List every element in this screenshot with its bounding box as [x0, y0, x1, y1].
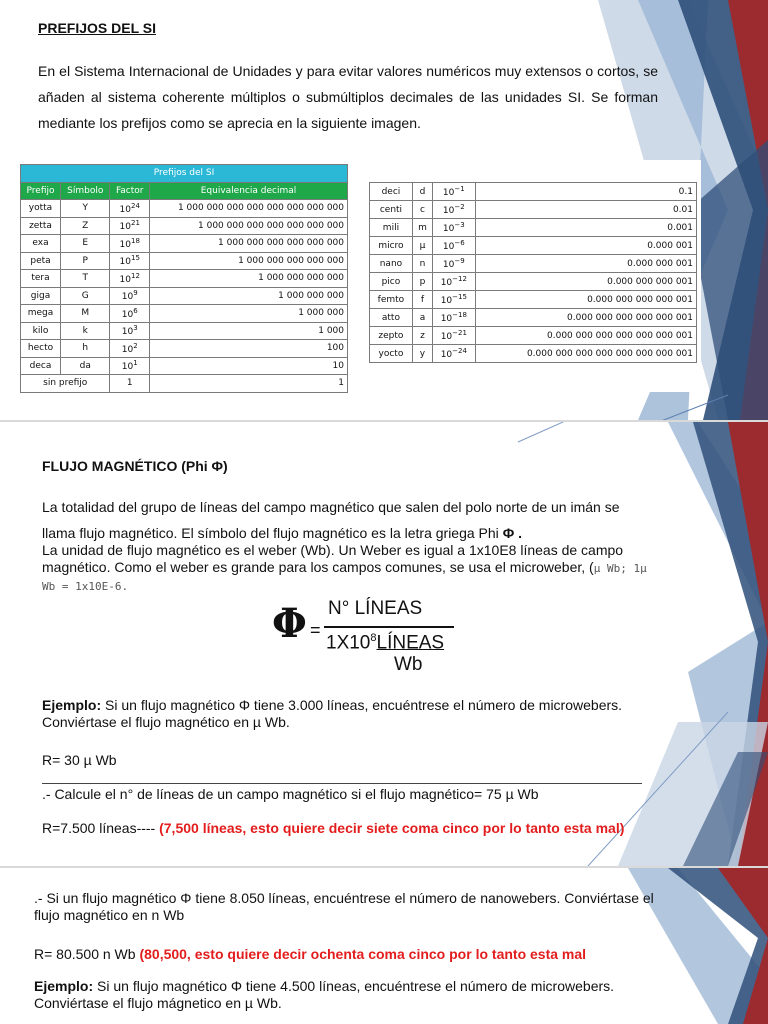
factor-cell — [110, 252, 150, 270]
factor-base: 10 — [119, 239, 131, 250]
prefix-cell: micro — [370, 237, 413, 255]
answer-2 — [42, 818, 624, 838]
prefix-cell: femto — [370, 291, 413, 309]
symbol-cell: E — [61, 235, 110, 253]
factor-cell — [110, 287, 150, 305]
table-row — [21, 287, 348, 305]
factor-base: 10 — [119, 274, 131, 285]
factor-cell — [110, 270, 150, 288]
prefix-cell: pico — [370, 273, 413, 291]
factor-cell — [433, 273, 476, 291]
slide-exercises — [0, 868, 768, 1024]
factor-exponent: −21 — [452, 329, 467, 337]
prefix-cell: yotta — [21, 200, 61, 218]
decimal-cell: 0.000 000 000 000 001 — [475, 291, 696, 309]
factor-exponent: 12 — [130, 271, 140, 280]
factor-cell — [433, 219, 476, 237]
factor-cell — [433, 345, 476, 363]
factor-base: 10 — [119, 222, 131, 233]
decimal-cell: 1 000 000 000 — [149, 287, 347, 305]
symbol-cell: p — [412, 273, 432, 291]
formula-numerator: N° LÍNEAS — [328, 598, 423, 619]
equals-sign: = — [310, 620, 321, 640]
factor-base: 10 — [119, 204, 131, 215]
decimal-cell: 0.000 000 000 001 — [475, 273, 696, 291]
factor-base: 10 — [121, 309, 134, 320]
section-title: PREFIJOS DEL SI — [38, 20, 156, 36]
symbol-cell: n — [412, 255, 432, 273]
decimal-cell: 1 000 — [149, 322, 347, 340]
table-row — [21, 217, 348, 235]
factor-exponent: 15 — [130, 254, 140, 263]
decimal-cell: 0.000 000 000 000 000 000 001 — [475, 327, 696, 345]
weber-text: La unidad de flujo magnético es el weber (Wb). Un Weber es igual a 1x10E8 líneas de campo magnético. Como el weber es grande para los campos comunes, se usa el microweber, ( — [42, 542, 624, 575]
factor-exponent: −6 — [454, 239, 465, 247]
symbol-cell: m — [412, 219, 432, 237]
factor-exponent: 21 — [130, 219, 140, 228]
factor-exponent: 6 — [133, 306, 138, 315]
answer-text: R=7.500 líneas---- — [42, 820, 160, 836]
prefix-cell: exa — [21, 235, 61, 253]
den-exponent: 8 — [370, 632, 377, 644]
factor-exponent: 24 — [130, 201, 140, 210]
table-row — [370, 219, 697, 237]
phi-symbol: Φ — [272, 600, 307, 647]
slide-magnetic-flux — [0, 422, 768, 866]
symbol-cell: P — [61, 252, 110, 270]
den-prefix: 1X10 — [326, 632, 371, 654]
prefix-cell: nano — [370, 255, 413, 273]
table-row — [370, 237, 697, 255]
decimal-cell: 10 — [149, 357, 347, 375]
table-row — [370, 255, 697, 273]
factor-cell — [110, 235, 150, 253]
section-title: FLUJO MAGNÉTICO (Phi Φ) — [42, 458, 228, 474]
prefix-cell: kilo — [21, 322, 61, 340]
factor-exponent: 18 — [130, 236, 140, 245]
symbol-cell: a — [412, 309, 432, 327]
factor-exponent: 9 — [133, 289, 138, 298]
prefix-cell: mega — [21, 305, 61, 323]
example-1 — [42, 697, 652, 731]
symbol-cell: da — [61, 357, 110, 375]
factor-cell — [110, 357, 150, 375]
prefix-cell: giga — [21, 287, 61, 305]
factor-cell — [110, 200, 150, 218]
factor-cell — [110, 305, 150, 323]
flux-definition — [42, 494, 652, 546]
column-header: Factor — [110, 182, 150, 200]
definition-text: La totalidad del grupo de líneas del campo magnético que salen del polo norte de un imán se llama flujo magnético. El símbolo del flujo magnético es la letra griega Phi — [42, 499, 620, 541]
prefix-submultiples-panel — [365, 160, 701, 392]
factor-base: 10 — [440, 350, 453, 360]
prefix-cell: tera — [21, 270, 61, 288]
example-text: Si un flujo magnético Φ tiene 3.000 líneas, encuéntrese el número de microwebers. Conviértase el flujo magnético en µ Wb. — [42, 697, 623, 730]
factor-base: 10 — [119, 257, 131, 268]
symbol-cell: y — [412, 345, 432, 363]
prefix-cell: centi — [370, 201, 413, 219]
decimal-cell: 1 000 000 000 000 — [149, 270, 347, 288]
answer-3 — [34, 944, 586, 964]
table-row — [370, 327, 697, 345]
factor-cell — [110, 217, 150, 235]
factor-cell — [433, 309, 476, 327]
correction-note: (7,500 líneas, esto quiere decir siete coma cinco por lo tanto esta mal) — [159, 820, 625, 836]
prefix-multiples-table — [20, 164, 348, 393]
table-row — [21, 235, 348, 253]
symbol-cell: f — [412, 291, 432, 309]
example-text: Si un flujo magnético Φ tiene 4.500 líneas, encuéntrese el número de microwebers. Conviértase el flujo mágnetico en µ Wb. — [34, 978, 615, 1011]
table-row — [370, 273, 697, 291]
factor-cell — [433, 237, 476, 255]
factor-base: 10 — [440, 332, 453, 342]
den-unit: LÍNEAS — [376, 632, 445, 654]
factor-exponent: −15 — [452, 293, 467, 301]
example-label: Ejemplo: — [42, 697, 102, 713]
table-row — [370, 183, 697, 201]
prefix-cell: deca — [21, 357, 61, 375]
table-row — [21, 270, 348, 288]
factor-cell — [110, 322, 150, 340]
factor-base: 10 — [121, 327, 134, 338]
decimal-cell: 0.1 — [475, 183, 696, 201]
decimal-cell: 1 000 000 — [149, 305, 347, 323]
question-3: .- Si un flujo magnético Φ tiene 8.050 líneas, encuéntrese el número de nanowebers. Conviértase el flujo magnético en n Wb — [34, 890, 654, 923]
factor-base: 10 — [440, 278, 453, 288]
column-header: Equivalencia decimal — [149, 182, 347, 200]
factor-exponent: −2 — [454, 203, 465, 211]
factor-cell — [433, 255, 476, 273]
question-2: .- Calcule el n° de líneas de un campo magnético si el flujo magnético= 75 µ Wb — [42, 786, 539, 802]
prefix-cell: zepto — [370, 327, 413, 345]
factor-exponent: −1 — [454, 185, 465, 193]
phi-symbol: Φ . — [502, 525, 522, 541]
table-caption: Prefijos del SI — [21, 165, 348, 183]
formula-denominator — [326, 632, 444, 654]
prefix-cell: deci — [370, 183, 413, 201]
factor-cell — [433, 183, 476, 201]
table-row — [21, 340, 348, 358]
table-row — [21, 200, 348, 218]
prefix-cell: zetta — [21, 217, 61, 235]
factor-cell — [110, 340, 150, 358]
factor-exponent: −9 — [454, 257, 465, 265]
decimal-cell: 100 — [149, 340, 347, 358]
flux-formula — [272, 598, 472, 678]
factor-exponent: −3 — [454, 221, 465, 229]
column-header: Prefijo — [21, 182, 61, 200]
example-2 — [34, 978, 674, 1012]
factor-base: 10 — [440, 314, 453, 324]
factor-base: 10 — [121, 362, 134, 373]
factor-exponent: −18 — [452, 311, 467, 319]
decimal-cell: 1 — [149, 375, 347, 393]
factor-base: 10 — [121, 292, 134, 303]
decimal-cell: 1 000 000 000 000 000 000 000 000 — [149, 200, 347, 218]
slide-prefixes — [0, 0, 768, 420]
decimal-cell: 0.000 001 — [475, 237, 696, 255]
prefix-cell: atto — [370, 309, 413, 327]
symbol-cell: Y — [61, 200, 110, 218]
correction-note: (80,500, esto quiere decir ochenta coma cinco por lo tanto esta mal — [139, 946, 587, 962]
factor-exponent: 1 — [133, 359, 138, 368]
symbol-cell: z — [412, 327, 432, 345]
microweber-note: µ Wb; 1µ Wb = 1x10E-6. — [42, 562, 647, 593]
example-label: Ejemplo: — [34, 978, 94, 994]
factor-cell — [433, 201, 476, 219]
column-header: Símbolo — [61, 182, 110, 200]
factor-cell: 1 — [110, 375, 150, 393]
table-row — [370, 201, 697, 219]
factor-base: 10 — [442, 224, 455, 234]
decimal-cell: 1 000 000 000 000 000 000 — [149, 235, 347, 253]
table-row — [21, 305, 348, 323]
symbol-cell: c — [412, 201, 432, 219]
decimal-cell: 1 000 000 000 000 000 — [149, 252, 347, 270]
factor-exponent: 2 — [133, 341, 138, 350]
table-row — [21, 322, 348, 340]
table-row — [370, 345, 697, 363]
table-row — [370, 309, 697, 327]
symbol-cell: h — [61, 340, 110, 358]
intro-paragraph: En el Sistema Internacional de Unidades y para evitar valores numéricos muy extensos o cortos, se añaden al sistema coherente múltiplos o submúltiplos decimales de las unidades SI. Se forman mediante los prefijos como se aprecia en la siguiente imagen. — [38, 63, 658, 131]
decimal-cell: 0.000 000 001 — [475, 255, 696, 273]
factor-base: 10 — [442, 188, 455, 198]
symbol-cell: k — [61, 322, 110, 340]
prefix-cell: peta — [21, 252, 61, 270]
symbol-cell: T — [61, 270, 110, 288]
factor-cell — [433, 327, 476, 345]
factor-base: 10 — [442, 260, 455, 270]
decimal-cell: 0.000 000 000 000 000 001 — [475, 309, 696, 327]
answer-1: R= 30 µ Wb — [42, 752, 117, 768]
prefix-cell: sin prefijo — [21, 375, 110, 393]
factor-exponent: −12 — [452, 275, 467, 283]
factor-exponent: 3 — [133, 324, 138, 333]
factor-base: 10 — [121, 344, 134, 355]
prefix-cell: mili — [370, 219, 413, 237]
weber-paragraph — [42, 542, 652, 595]
table-row — [21, 357, 348, 375]
table-row — [21, 375, 348, 393]
prefix-submultiples-table — [369, 182, 697, 363]
decimal-cell: 1 000 000 000 000 000 000 000 — [149, 217, 347, 235]
symbol-cell: µ — [412, 237, 432, 255]
factor-base: 10 — [442, 242, 455, 252]
decimal-cell: 0.01 — [475, 201, 696, 219]
decimal-cell: 0.001 — [475, 219, 696, 237]
prefix-cell: yocto — [370, 345, 413, 363]
table-row — [370, 291, 697, 309]
symbol-cell: M — [61, 305, 110, 323]
table-row — [21, 252, 348, 270]
fraction-bar — [324, 626, 454, 628]
symbol-cell: Z — [61, 217, 110, 235]
prefix-cell: hecto — [21, 340, 61, 358]
symbol-cell: d — [412, 183, 432, 201]
decimal-cell: 0.000 000 000 000 000 000 000 001 — [475, 345, 696, 363]
factor-exponent: −24 — [452, 347, 467, 355]
formula-unit: Wb — [394, 654, 423, 675]
answer-text: R= 80.500 n Wb — [34, 946, 140, 962]
symbol-cell: G — [61, 287, 110, 305]
factor-base: 10 — [442, 206, 455, 216]
factor-cell — [433, 291, 476, 309]
factor-base: 10 — [440, 296, 453, 306]
